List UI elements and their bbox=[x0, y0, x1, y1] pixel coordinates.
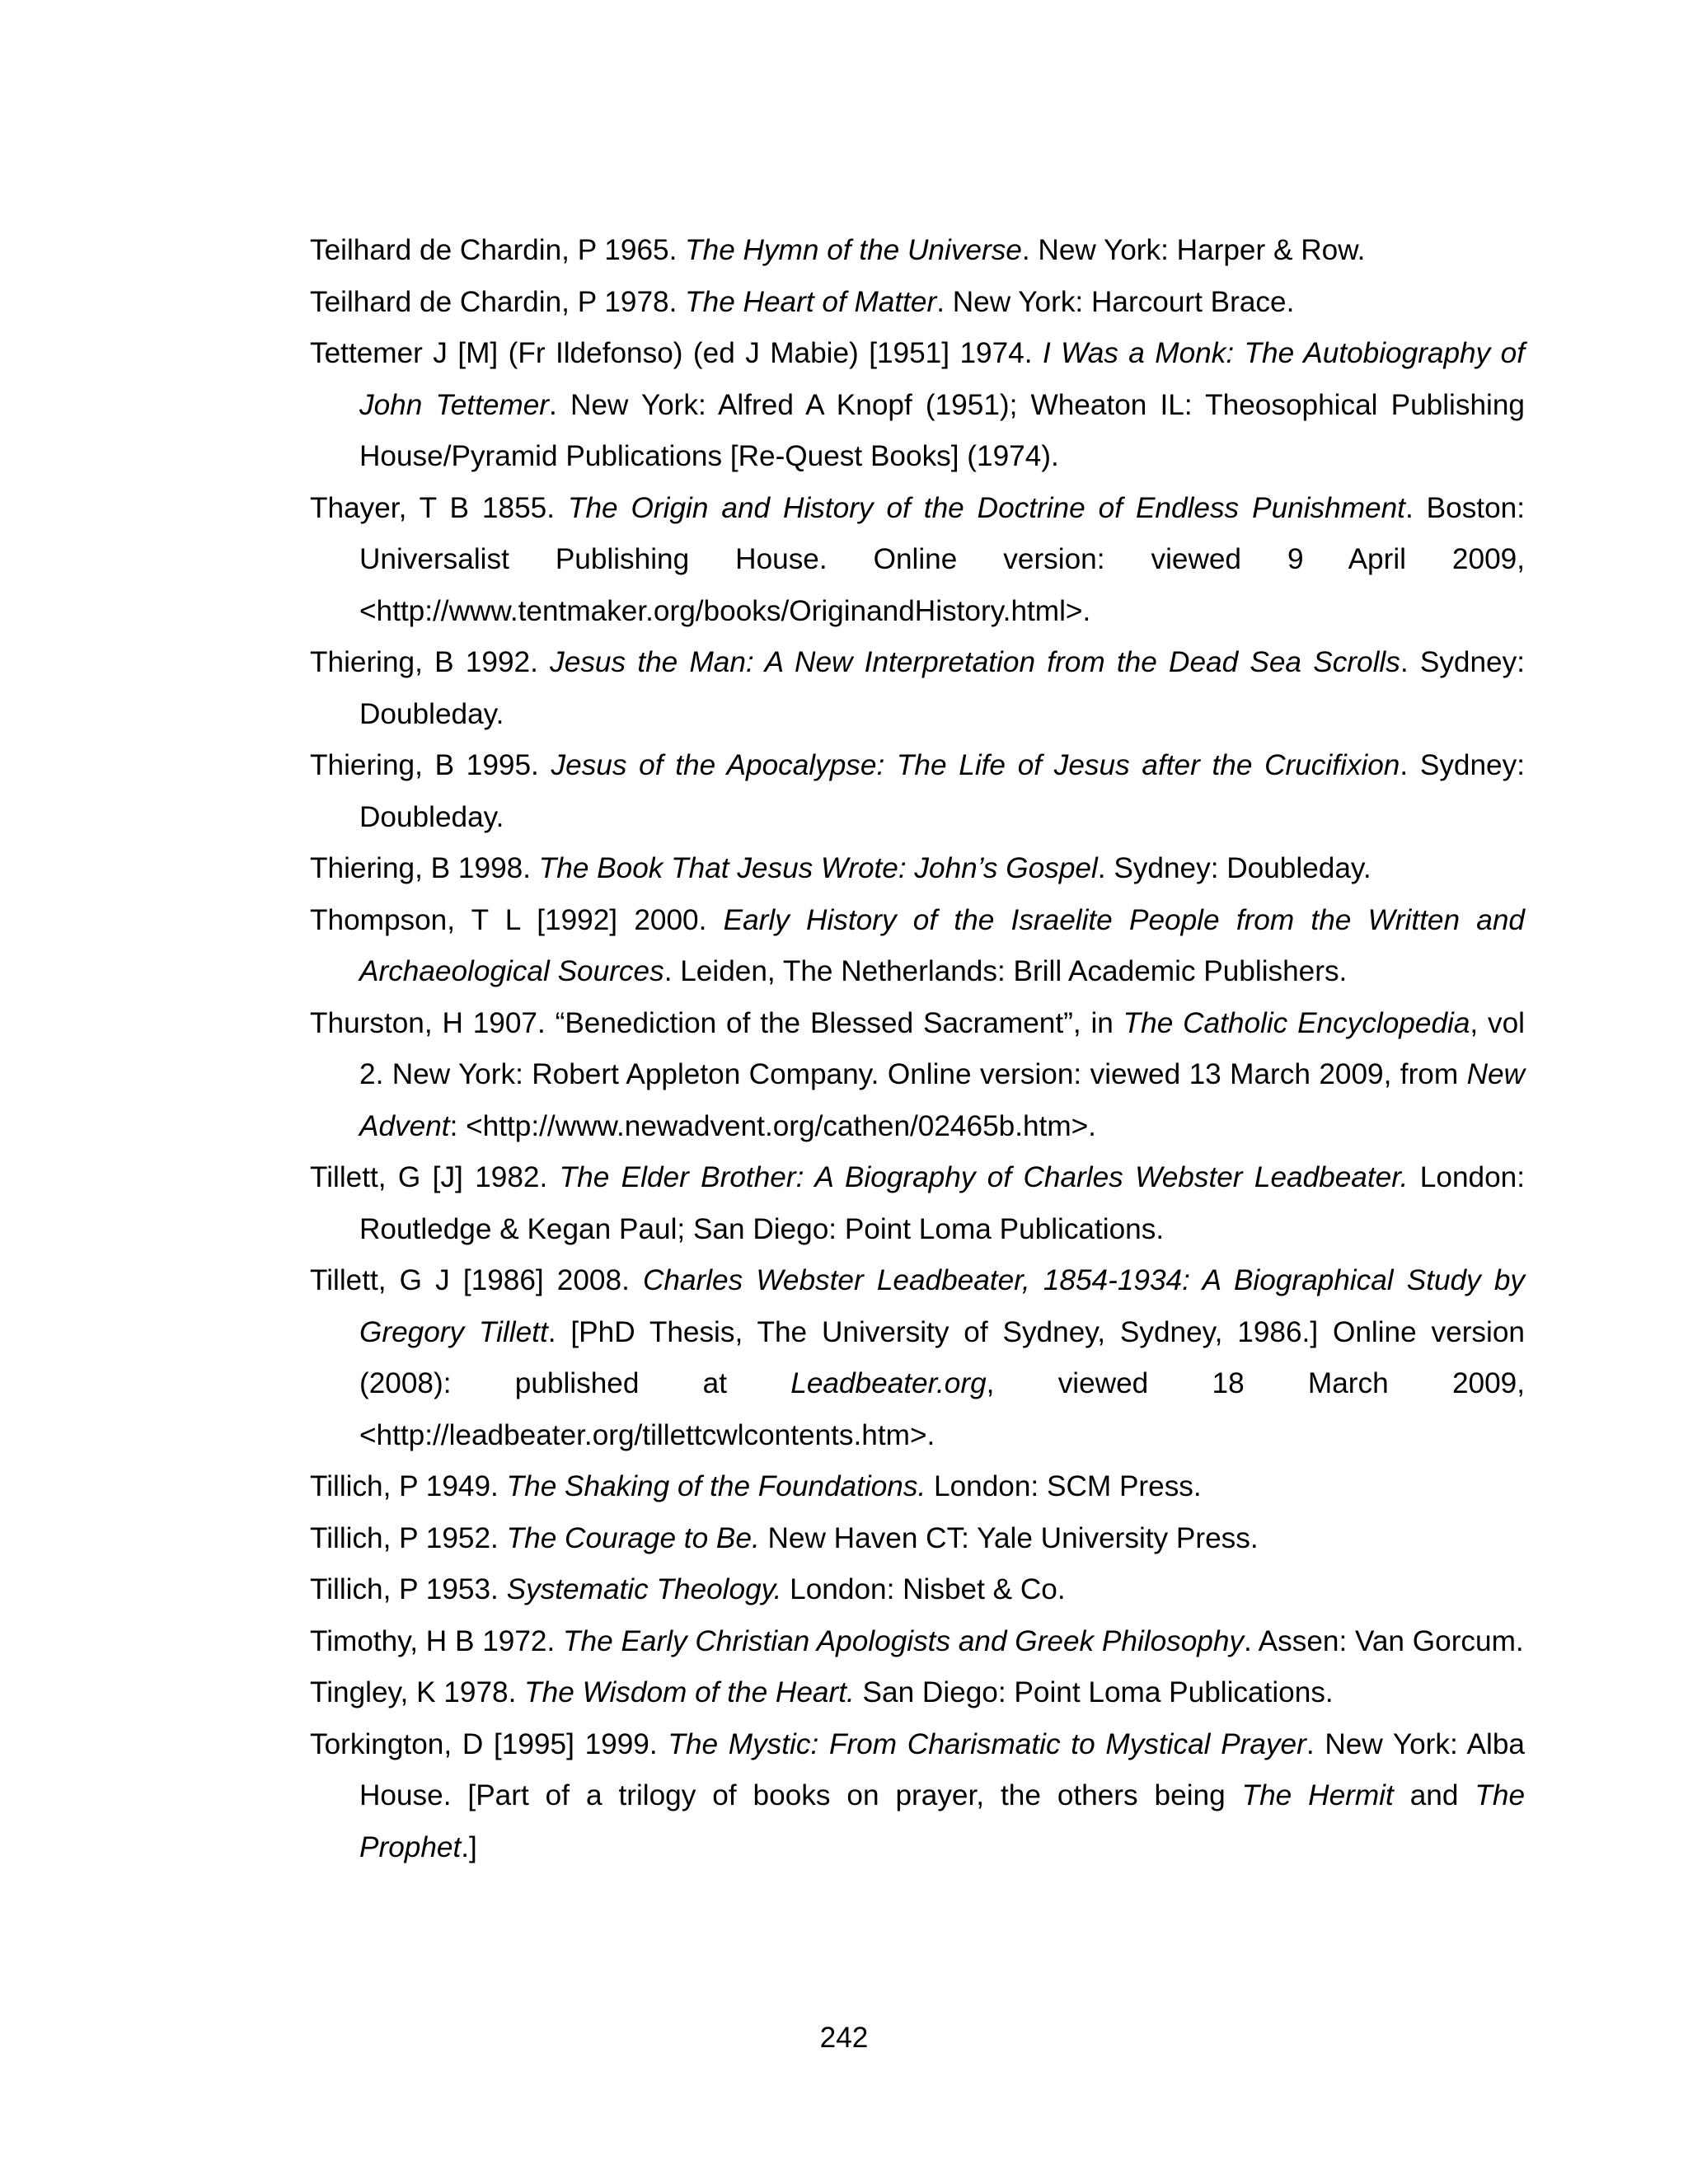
reference-entry bbox=[310, 1616, 1525, 1668]
reference-title: The Origin and History of the Doctrine of Endless Punishment bbox=[567, 491, 1405, 524]
reference-text: . New York: Harper & Row. bbox=[1021, 234, 1366, 266]
reference-entry bbox=[310, 1461, 1525, 1513]
reference-entry bbox=[310, 483, 1525, 638]
reference-text: , viewed 18 March 2009, <http://leadbeater.org/tillettcwlcontents.htm>. bbox=[359, 1367, 1525, 1451]
reference-entry bbox=[310, 1152, 1525, 1255]
reference-text: . New York: Alba House. [Part of a trilogy of books on prayer, the others being bbox=[359, 1727, 1525, 1811]
reference-entry bbox=[310, 1513, 1525, 1565]
reference-text: Teilhard de Chardin, P 1978. bbox=[310, 285, 686, 318]
reference-text: Thurston, H 1907. “Benediction of the Blessed Sacrament”, in bbox=[310, 1006, 1123, 1039]
reference-title: The Wisdom of the Heart. bbox=[524, 1676, 855, 1708]
reference-text: Tillett, G J [1986] 2008. bbox=[310, 1264, 643, 1296]
reference-entry bbox=[310, 998, 1525, 1153]
reference-text: . New York: Harcourt Brace. bbox=[936, 285, 1295, 318]
reference-text: . [PhD Thesis, The University of Sydney, Sydney, 1986.] Online version (2008): published at bbox=[359, 1315, 1525, 1399]
reference-title: Jesus of the Apocalypse: The Life of Jesus after the Crucifixion bbox=[551, 749, 1400, 781]
reference-entry bbox=[310, 740, 1525, 843]
reference-title: The Shaking of the Foundations. bbox=[506, 1470, 926, 1502]
reference-title: The Courage to Be. bbox=[506, 1521, 760, 1554]
reference-entry bbox=[310, 1564, 1525, 1616]
reference-text: . Assen: Van Gorcum. bbox=[1244, 1624, 1524, 1657]
reference-title: Leadbeater.org bbox=[790, 1367, 987, 1399]
reference-title: The Hymn of the Universe bbox=[685, 234, 1022, 266]
reference-text: London: SCM Press. bbox=[926, 1470, 1202, 1502]
reference-title: New Advent bbox=[359, 1058, 1525, 1142]
reference-title: Systematic Theology. bbox=[506, 1573, 782, 1605]
reference-entry bbox=[310, 1667, 1525, 1719]
reference-text: Thiering, B 1998. bbox=[310, 852, 539, 884]
reference-title: Jesus the Man: A New Interpretation from the Dead Sea Scrolls bbox=[550, 646, 1400, 678]
reference-title: I Was a Monk: The Autobiography of John Tettemer bbox=[359, 337, 1525, 421]
reference-text: Tillich, P 1952. bbox=[310, 1521, 507, 1554]
reference-text: London: Routledge & Kegan Paul; San Diego: Point Loma Publications. bbox=[359, 1161, 1525, 1245]
reference-text: London: Nisbet & Co. bbox=[781, 1573, 1066, 1605]
reference-text: . Boston: Universalist Publishing House. Online version: viewed 9 April 2009, <http://www.tentmaker.org/books/OriginandHistory.html>. bbox=[359, 491, 1526, 627]
reference-text: Thayer, T B 1855. bbox=[310, 491, 568, 524]
reference-title: The Catholic Encyclopedia bbox=[1123, 1006, 1470, 1039]
reference-text: , vol 2. New York: Robert Appleton Company. Online version: viewed 13 March 2009, from bbox=[359, 1006, 1525, 1090]
reference-title: The Prophet bbox=[359, 1779, 1526, 1863]
reference-title: Early History of the Israelite People from the Written and Archaeological Sources bbox=[359, 903, 1525, 987]
reference-text: Tillett, G [J] 1982. bbox=[310, 1161, 560, 1193]
reference-text: and bbox=[1393, 1779, 1475, 1811]
reference-text: Thompson, T L [1992] 2000. bbox=[310, 903, 724, 936]
reference-text: Teilhard de Chardin, P 1965. bbox=[310, 234, 686, 266]
reference-entry bbox=[310, 637, 1525, 740]
reference-text: . New York: Alfred A Knopf (1951); Wheaton IL: Theosophical Publishing House/Pyramid Publications [Re-Quest Books] (1974). bbox=[359, 388, 1525, 472]
reference-text: Tettemer J [M] (Fr Ildefonso) (ed J Mabie) [1951] 1974. bbox=[310, 337, 1043, 369]
reference-entry bbox=[310, 225, 1525, 277]
reference-entry bbox=[310, 895, 1525, 998]
reference-title: The Hermit bbox=[1241, 1779, 1394, 1811]
reference-text: Tillich, P 1949. bbox=[310, 1470, 507, 1502]
reference-text: Thiering, B 1992. bbox=[310, 646, 551, 678]
reference-entry bbox=[310, 328, 1525, 483]
reference-text: San Diego: Point Loma Publications. bbox=[854, 1676, 1334, 1708]
reference-entry bbox=[310, 1255, 1525, 1461]
reference-text: Thiering, B 1995. bbox=[310, 749, 551, 781]
reference-text: Tillich, P 1953. bbox=[310, 1573, 507, 1605]
reference-text: . Sydney: Doubleday. bbox=[359, 646, 1525, 730]
reference-entry bbox=[310, 1719, 1525, 1874]
reference-text: New Haven CT: Yale University Press. bbox=[759, 1521, 1259, 1554]
reference-text: Timothy, H B 1972. bbox=[310, 1624, 564, 1657]
reference-list bbox=[310, 225, 1525, 1873]
reference-text: . Leiden, The Netherlands: Brill Academic Publishers. bbox=[663, 955, 1348, 987]
reference-entry bbox=[310, 277, 1525, 329]
reference-title: Charles Webster Leadbeater, 1854-1934: A Biographical Study by Gregory Tillett bbox=[359, 1264, 1525, 1348]
reference-text: . Sydney: Doubleday. bbox=[1097, 852, 1372, 884]
reference-title: The Mystic: From Charismatic to Mystical Prayer bbox=[668, 1727, 1306, 1760]
reference-title: The Early Christian Apologists and Greek Philosophy bbox=[563, 1624, 1245, 1657]
reference-title: The Elder Brother: A Biography of Charles Webster Leadbeater. bbox=[559, 1161, 1409, 1193]
reference-text: . Sydney: Doubleday. bbox=[359, 749, 1525, 833]
page-number: 242 bbox=[819, 2022, 869, 2054]
reference-text: .] bbox=[461, 1830, 477, 1863]
reference-text: Tingley, K 1978. bbox=[310, 1676, 525, 1708]
reference-text: : <http://www.newadvent.org/cathen/02465b.htm>. bbox=[449, 1109, 1096, 1142]
reference-title: The Book That Jesus Wrote: John’s Gospel bbox=[538, 852, 1098, 884]
reference-entry bbox=[310, 843, 1525, 895]
reference-text: Torkington, D [1995] 1999. bbox=[310, 1727, 668, 1760]
reference-title: The Heart of Matter bbox=[685, 285, 937, 318]
